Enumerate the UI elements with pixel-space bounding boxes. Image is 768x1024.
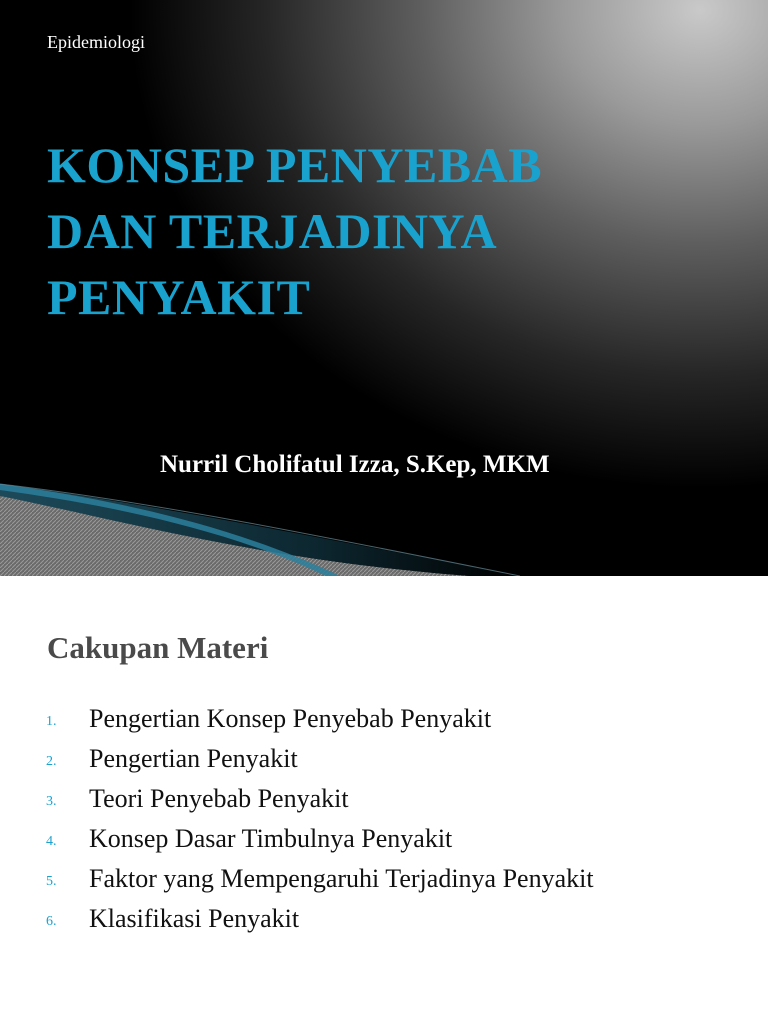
list-item bbox=[0, 904, 768, 944]
list-number: 3. bbox=[46, 794, 57, 809]
title-line: DAN TERJADINYA bbox=[47, 203, 498, 259]
list-item bbox=[0, 744, 768, 784]
list-item bbox=[0, 824, 768, 864]
list-text: Pengertian Konsep Penyebab Penyakit bbox=[89, 704, 492, 733]
title-line: KONSEP PENYEBAB bbox=[47, 137, 543, 193]
list-number: 5. bbox=[46, 874, 57, 889]
list-item bbox=[0, 784, 768, 824]
author-name: Nurril Cholifatul Izza, S.Kep, MKM bbox=[160, 451, 550, 478]
content-slide bbox=[0, 576, 768, 1024]
list-number: 2. bbox=[46, 754, 57, 769]
list-item bbox=[0, 704, 768, 744]
list-number: 1. bbox=[46, 714, 57, 729]
list-text: Faktor yang Mempengaruhi Terjadinya Penyakit bbox=[89, 864, 594, 893]
list-text: Pengertian Penyakit bbox=[89, 744, 298, 773]
slide-title bbox=[47, 132, 667, 330]
list-number: 6. bbox=[46, 914, 57, 929]
topic-list bbox=[0, 704, 768, 944]
list-text: Klasifikasi Penyakit bbox=[89, 904, 300, 933]
subject-label: Epidemiologi bbox=[47, 32, 145, 52]
list-text: Teori Penyebab Penyakit bbox=[89, 784, 349, 813]
list-text: Konsep Dasar Timbulnya Penyakit bbox=[89, 824, 453, 853]
title-line: PENYAKIT bbox=[47, 269, 311, 325]
section-heading: Cakupan Materi bbox=[47, 630, 269, 665]
list-item bbox=[0, 864, 768, 904]
list-number: 4. bbox=[46, 834, 57, 849]
